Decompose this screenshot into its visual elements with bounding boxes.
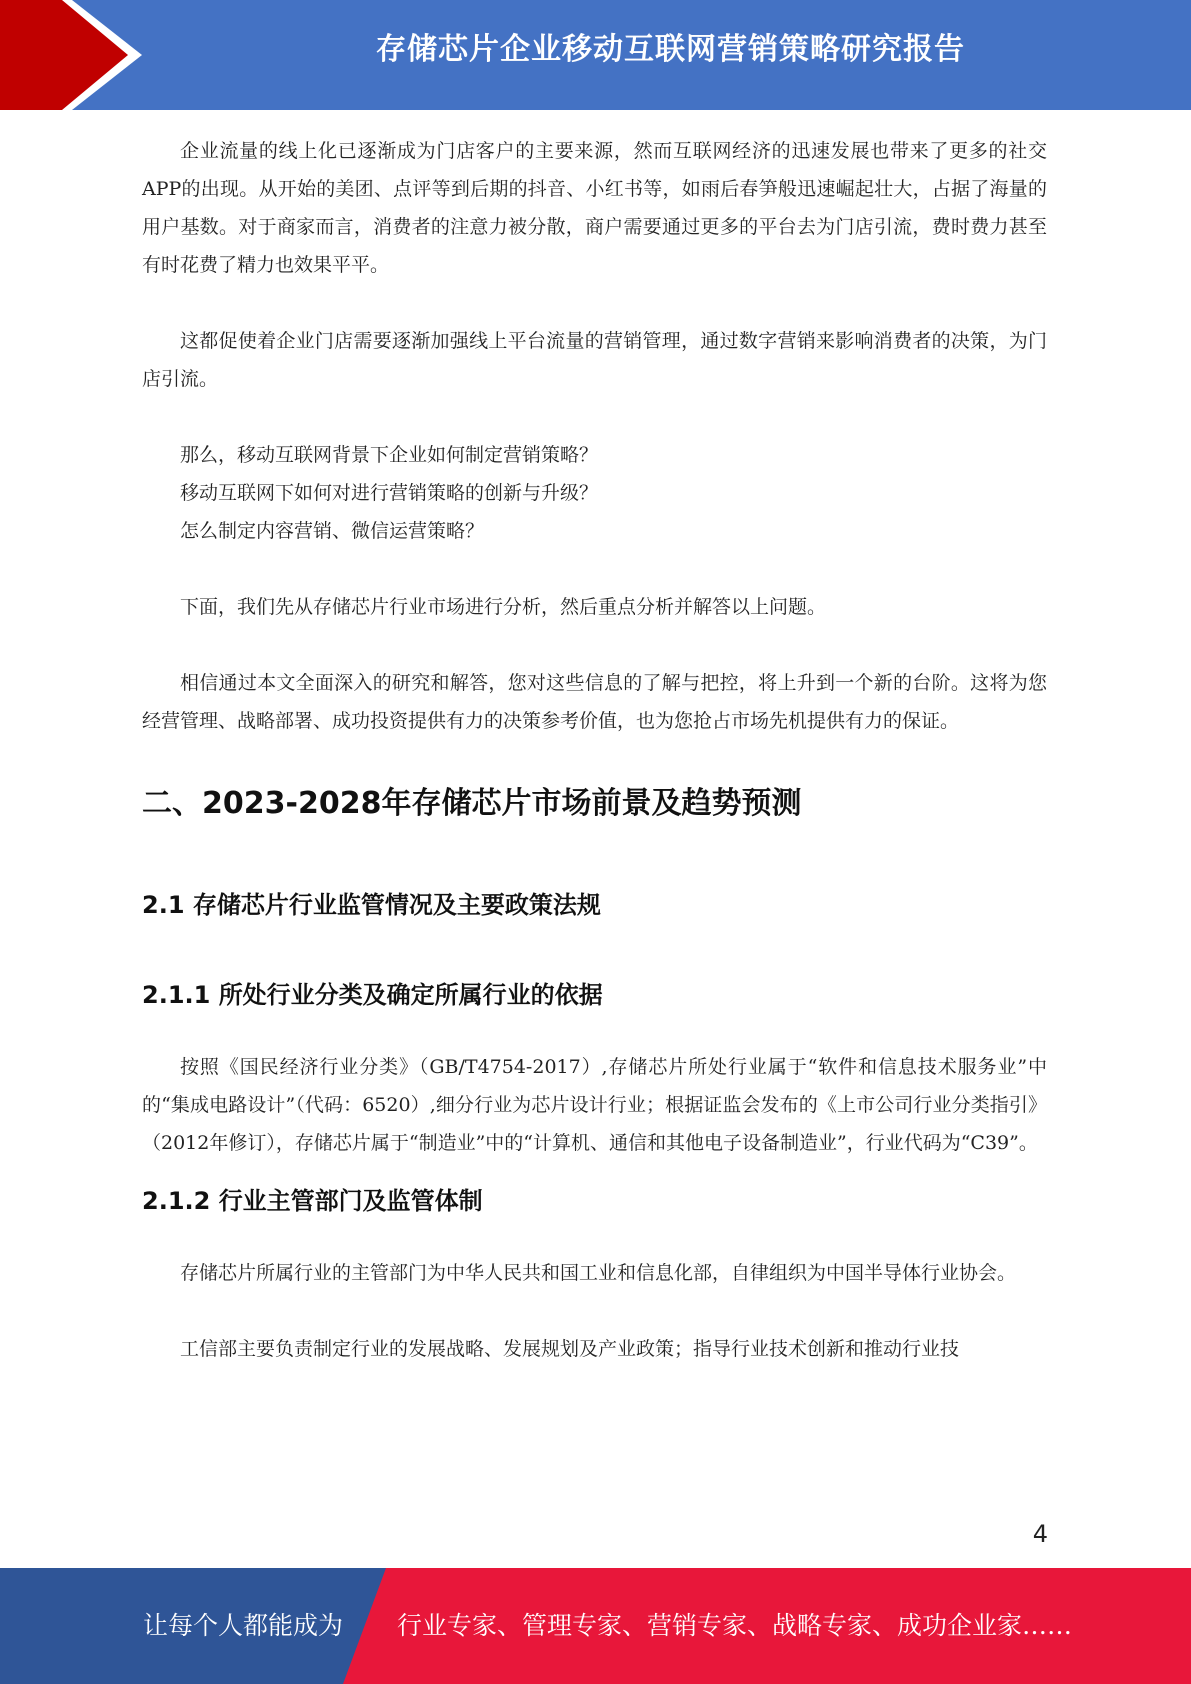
paragraph-analysis-intro: 下面，我们先从存储芯片行业市场进行分析，然后重点分析并解答以上问题。: [180, 596, 827, 618]
paragraph-marketing: 这都促使着企业门店需要逐渐加强线上平台流量的营销管理，通过数字营销来影响消费者的决策，为门店引流。: [142, 330, 1047, 390]
paragraph-intro: 企业流量的线上化已逐渐成为门店客户的主要来源，然而互联网经济的迅速发展也带来了更多的社交APP的出现。从开始的美团、点评等到后期的抖音、小红书等，如雨后春笋般迅速崛起壮大，占据了海量的用户基数。对于商家而言，消费者的注意力被分散，商户需要通过更多的平台去为门店引流，费时费力甚至有时花费了精力也效果平平。: [142, 140, 1047, 276]
paragraph-industry-classification: 按照《国民经济行业分类》（GB/T4754-2017）,存储芯片所处行业属于“软件和信息技术服务业”中的“集成电路设计”（代码：6520）,细分行业为芯片设计行业；根据证监会发布的《上市公司行业分类指引》（2012年修订），存储芯片属于“制造业”中的“计算机、通信和其他电子设备制造业”，行业代码为“C39”。: [142, 1056, 1047, 1154]
footer-banner: [0, 1568, 1191, 1684]
question-1: 那么，移动互联网背景下企业如何制定营销策略？: [180, 444, 599, 466]
header-arrow-decoration: [0, 0, 160, 110]
question-2: 移动互联网下如何对进行营销策略的创新与升级？: [180, 482, 599, 504]
paragraph-value: 相信通过本文全面深入的研究和解答，您对这些信息的了解与把控，将上升到一个新的台阶。这将为您经营管理、战略部署、成功投资提供有力的决策参考价值，也为您抢占市场先机提供有力的保证。: [142, 672, 1047, 732]
question-3: 怎么制定内容营销、微信运营策略？: [180, 520, 485, 542]
page-number: 4: [1032, 1520, 1048, 1548]
header-banner: [0, 0, 1191, 110]
page-content: [142, 132, 1047, 1368]
footer-slogan-left: 让每个人都能成为: [143, 1611, 344, 1640]
footer-slogan-right: 行业专家、管理专家、营销专家、战略专家、成功企业家……: [397, 1611, 1073, 1640]
subsection-heading-2-1-1: 2.1.1 所处行业分类及确定所属行业的依据: [142, 981, 603, 1009]
subsection-heading-2-1-2: 2.1.2 行业主管部门及监管体制: [142, 1187, 483, 1215]
paragraph-authority: 存储芯片所属行业的主管部门为中华人民共和国工业和信息化部，自律组织为中国半导体行业协会。: [180, 1262, 1017, 1284]
subsection-heading-2-1: 2.1 存储芯片行业监管情况及主要政策法规: [142, 891, 601, 919]
section-heading-2: 二、2023-2028年存储芯片市场前景及趋势预测: [142, 786, 802, 821]
paragraph-miit: 工信部主要负责制定行业的发展战略、发展规划及产业政策；指导行业技术创新和推动行业技: [180, 1338, 960, 1360]
report-title: 存储芯片企业移动互联网营销策略研究报告: [376, 32, 965, 67]
